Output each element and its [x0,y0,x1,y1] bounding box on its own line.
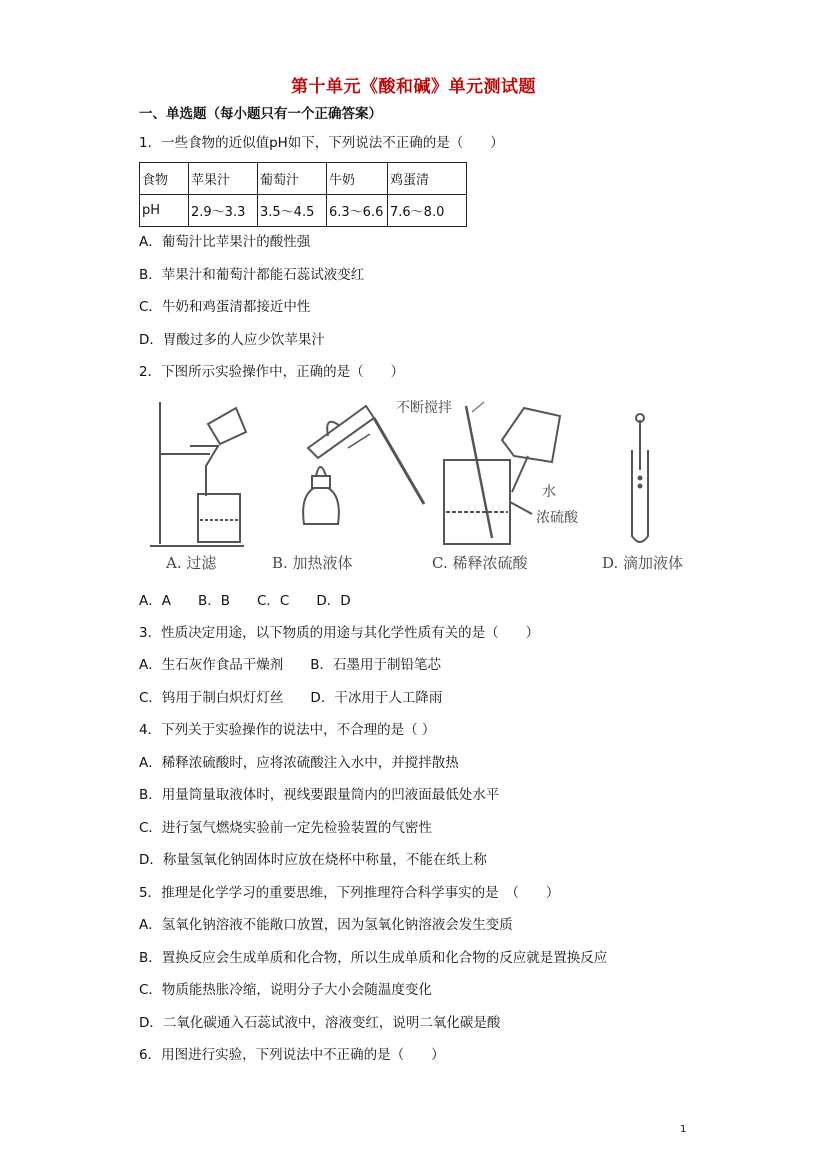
table-cell: 2.9～3.3 [189,195,258,227]
q2-options: A．A B．B C．C D．D [139,593,351,609]
q5-stem: 5．推理是化学学习的重要思维，下列推理符合科学事实的是 （ ） [139,885,560,901]
q5-option-b: B．置换反应会生成单质和化合物，所以生成单质和化合物的反应就是置换反应 [139,950,608,966]
page-number: 1 [680,1124,687,1135]
table-cell: 7.6～8.0 [388,195,467,227]
figure-caption-b: B. 加热液体 [272,554,353,572]
page-title: 第十单元《酸和碱》单元测试题 [291,77,536,97]
q1-stem: 1．一些食物的近似值pH如下，下列说法不正确的是（ ） [139,135,504,151]
table-cell: 3.5～4.5 [258,195,327,227]
dropper-apparatus [632,414,648,542]
table-header-row [140,163,467,195]
section-heading: 一、单选题（每小题只有一个正确答案） [139,106,382,122]
q4-option-b: B．用量筒量取液体时，视线要跟量筒内的凹液面最低处水平 [139,787,500,803]
table-cell: 鸡蛋清 [388,163,467,195]
q1-option-a: A．葡萄汁比苹果汁的酸性强 [139,234,311,250]
table-cell: 葡萄汁 [258,163,327,195]
figure-label-water: 水 [542,484,556,500]
q5-option-c: C．物质能热胀冷缩，说明分子大小会随温度变化 [139,982,432,998]
table-cell: 苹果汁 [189,163,258,195]
ph-table [139,162,467,227]
q3-options-row2: C．钨用于制白炽灯灯丝 D．干冰用于人工降雨 [139,690,443,706]
q1-option-d: D．胃酸过多的人应少饮苹果汁 [139,332,325,348]
table-row [140,195,467,227]
q1-option-b: B．苹果汁和葡萄汁都能石蕊试液变红 [139,267,365,283]
q3-options-row1: A．生石灰作食品干燥剂 B．石墨用于制铅笔芯 [139,657,441,673]
figure-caption-d: D. 滴加液体 [602,554,684,572]
figure-label-acid: 浓硫酸 [536,510,578,526]
figure-label-stirring: 不断搅拌 [396,400,452,416]
lab-operations-figure [148,396,708,580]
table-cell: 牛奶 [327,163,388,195]
q2-stem: 2．下图所示实验操作中，正确的是（ ） [139,364,405,380]
q4-stem: 4．下列关于实验操作的说法中，不合理的是（ ） [139,722,436,738]
q4-option-d: D．称量氢氧化钠固体时应放在烧杯中称量，不能在纸上称 [139,852,487,868]
figure-caption-a: A. 过滤 [166,554,217,572]
q4-option-c: C．进行氢气燃烧实验前一定先检验装置的气密性 [139,820,432,836]
q3-stem: 3．性质决定用途，以下物质的用途与其化学性质有关的是（ ） [139,625,540,641]
heating-apparatus [303,406,424,524]
table-cell: pH [140,195,189,227]
filtration-apparatus [150,402,246,546]
table-cell: 6.3～6.6 [327,195,388,227]
figure-caption-c: C. 稀释浓硫酸 [432,554,528,572]
q5-option-a: A．氢氧化钠溶液不能敞口放置，因为氢氧化钠溶液会发生变质 [139,917,513,933]
q6-stem: 6．用图进行实验，下列说法中不正确的是（ ） [139,1047,445,1063]
q1-option-c: C．牛奶和鸡蛋清都接近中性 [139,299,311,315]
table-cell: 食物 [140,163,189,195]
q4-option-a: A．稀释浓硫酸时，应将浓硫酸注入水中，并搅拌散热 [139,755,459,771]
q5-option-d: D．二氧化碳通入石蕊试液中，溶液变红，说明二氧化碳是酸 [139,1015,501,1031]
